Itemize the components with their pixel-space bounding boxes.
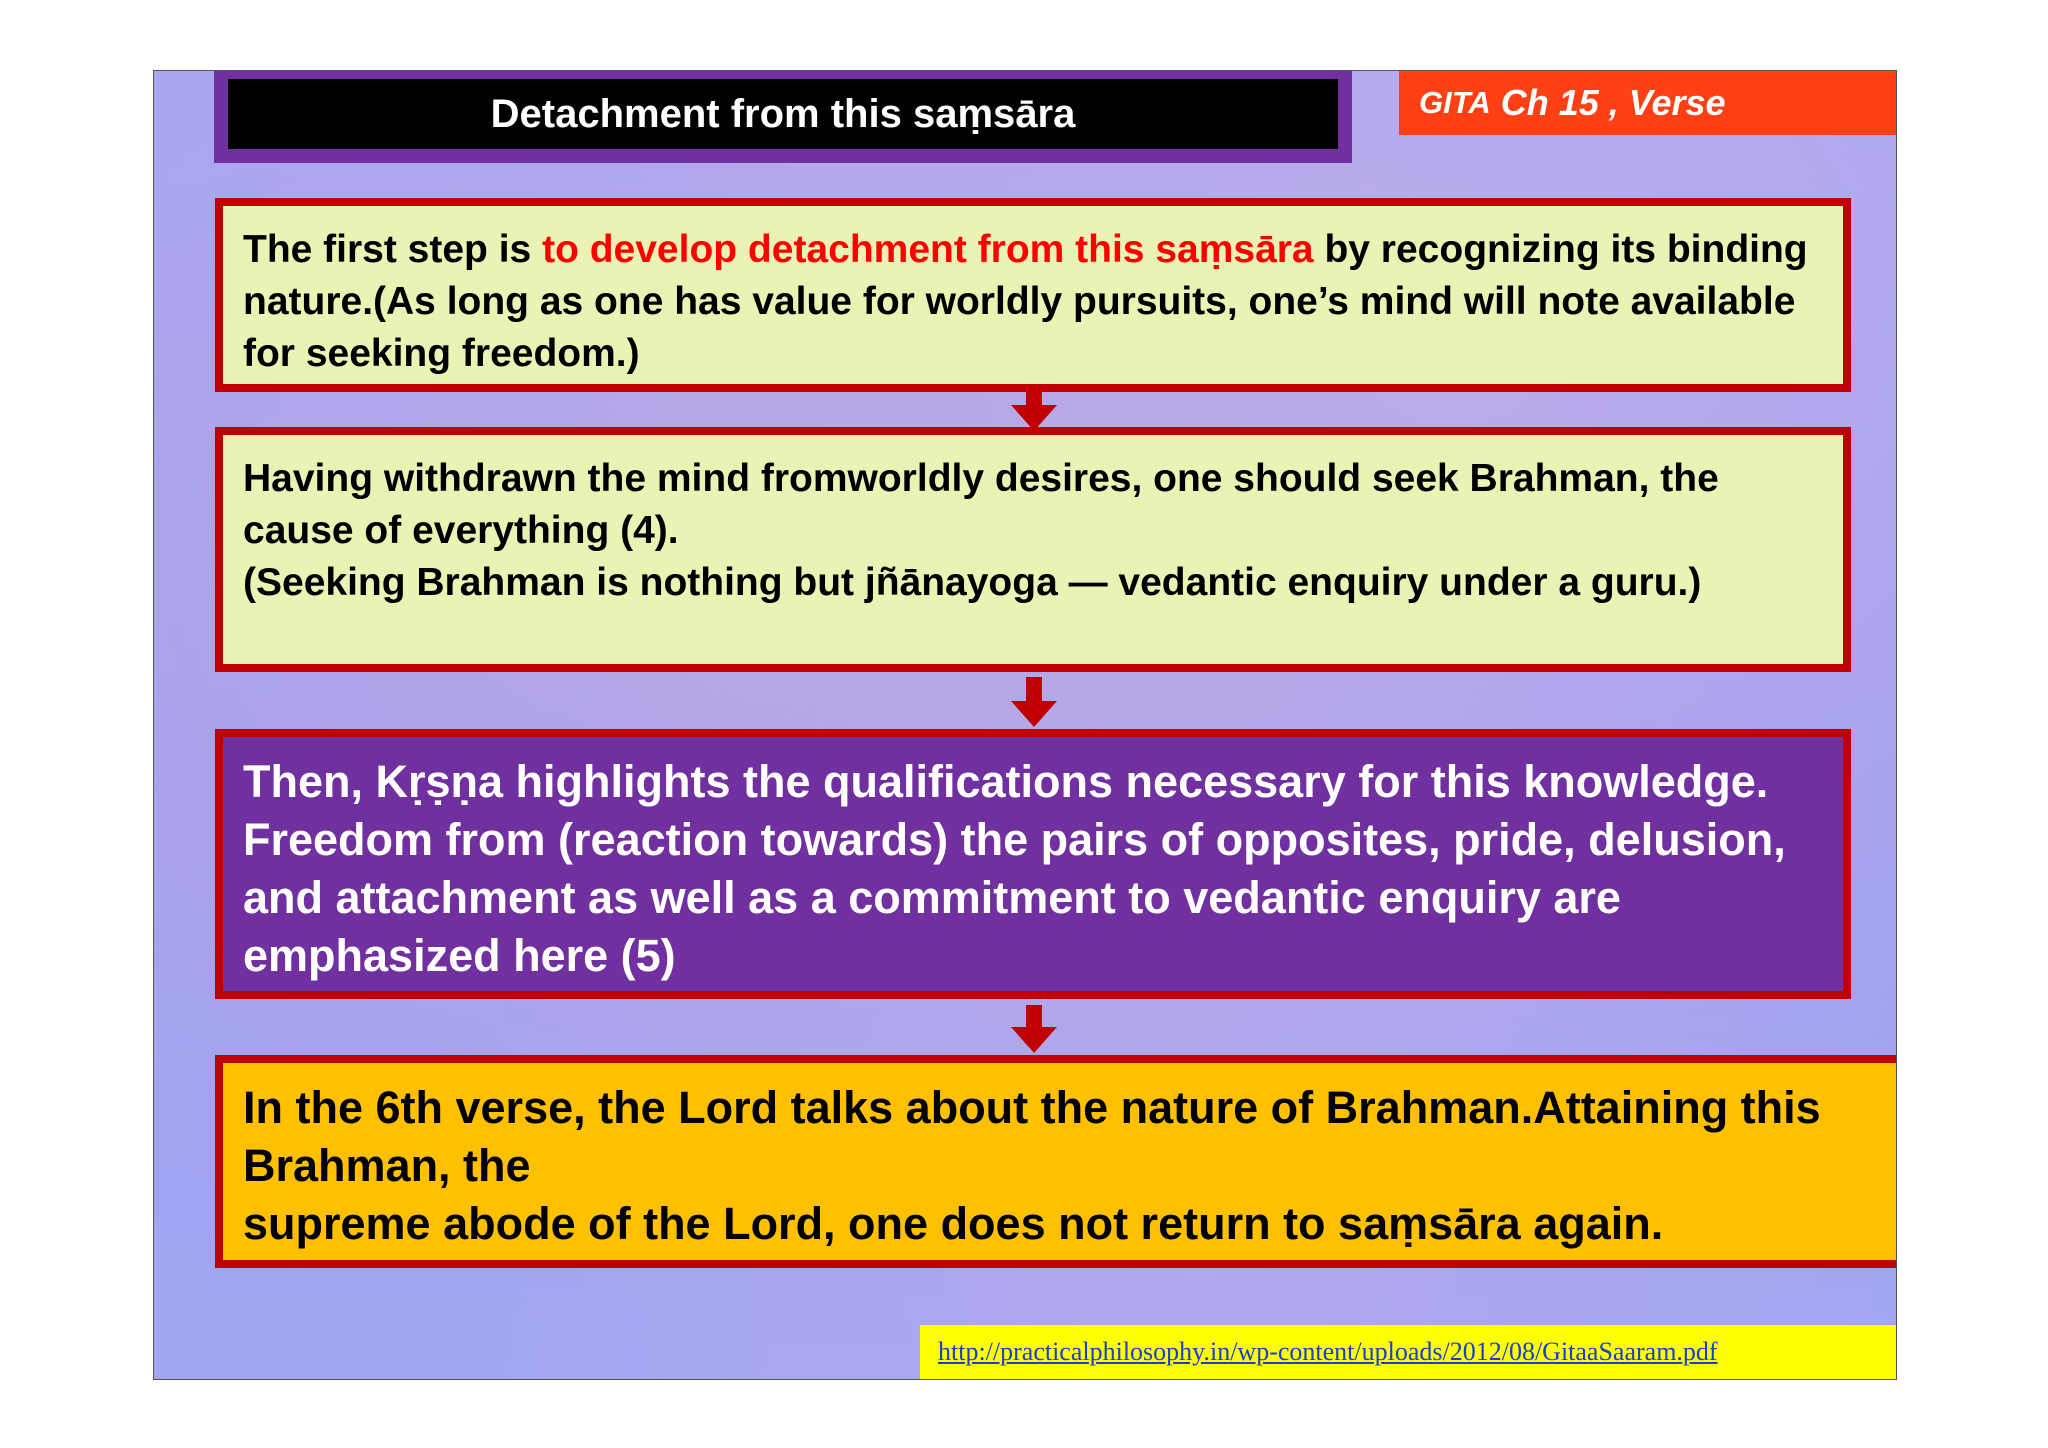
step-box-detachment	[215, 198, 1851, 392]
down-arrow-icon	[1011, 1005, 1057, 1053]
step-box-seek-brahman	[215, 427, 1851, 672]
slide-title: Detachment from this saṃsāra	[228, 79, 1338, 149]
source-link-box	[920, 1325, 1896, 1379]
down-arrow-icon	[1011, 391, 1057, 431]
step2-line1: Having withdrawn the mind fromworldly desires, one should seek Brahman, the cause of everything (4).	[243, 457, 1719, 552]
step4-line1: In the 6th verse, the Lord talks about the nature of Brahman.Attaining this Brahman, the	[243, 1082, 1821, 1191]
slide	[153, 70, 1897, 1380]
verse-tag-prefix: GITA	[1419, 85, 1491, 120]
step-box-qualifications	[215, 729, 1851, 999]
step2-line2: (Seeking Brahman is nothing but jñānayoga — vedantic enquiry under a guru.)	[243, 561, 1702, 604]
step-box-nature-of-brahman	[215, 1055, 1897, 1268]
step4-line2: supreme abode of the Lord, one does not return to saṃsāra again.	[243, 1198, 1664, 1249]
verse-tag	[1399, 71, 1896, 135]
step1-highlight: to develop detachment from this saṃsāra	[542, 228, 1314, 271]
title-frame	[214, 71, 1352, 163]
source-link[interactable]: http://practicalphilosophy.in/wp-content/uploads/2012/08/GitaaSaaram.pdf	[938, 1337, 1718, 1366]
verse-tag-text: Ch 15 , Verse	[1500, 82, 1726, 123]
step1-text-before: The first step is	[243, 228, 543, 271]
step3-text: Then, Kṛṣṇa highlights the qualifications necessary for this knowledge. Freedom from (reaction towards) the pairs of opposites, pride, delusion, and attachment as well as a commitment to vedantic enquiry are emphasized here (5)	[243, 756, 1786, 981]
step1-text-after: by recognizing its binding nature.(As long as one has value for worldly pursuits, one’s mind will note available for seeking freedom.)	[243, 228, 1808, 375]
down-arrow-icon	[1011, 677, 1057, 727]
